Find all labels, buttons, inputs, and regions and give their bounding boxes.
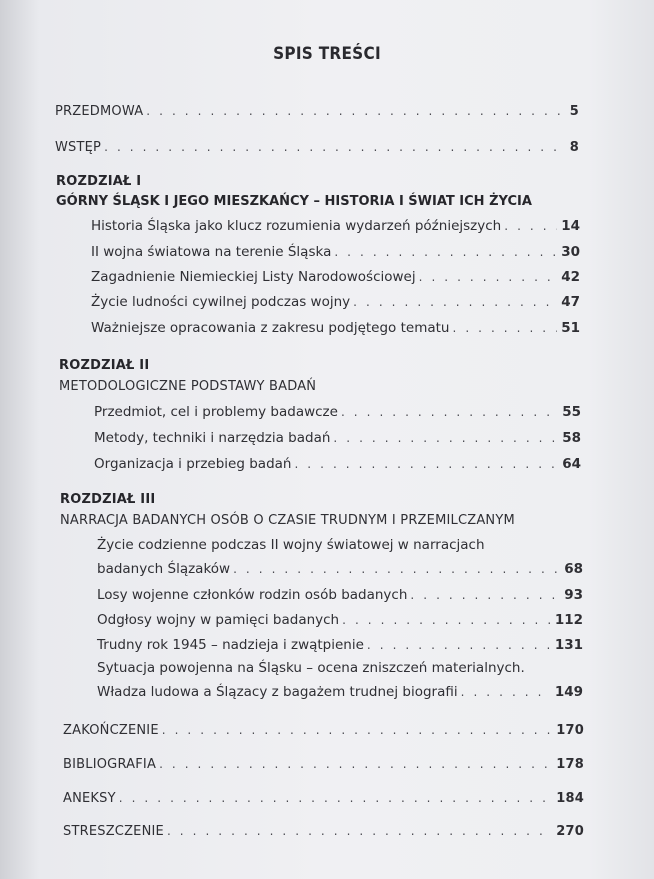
chapter-1-label: ROZDZIAŁ I <box>56 174 142 189</box>
chapter-2-title: METODOLOGICZNE PODSTAWY BADAŃ <box>59 379 317 394</box>
entry-title: ZAKOŃCZENIE <box>63 723 159 738</box>
toc-entry-appendices <box>63 788 584 808</box>
toc-entry <box>94 402 581 422</box>
page-number: 112 <box>554 612 583 628</box>
entry-title: Życie ludności cywilnej podczas wojny <box>91 294 351 310</box>
toc-entry-conclusion <box>63 720 584 740</box>
leader-dots <box>367 635 551 655</box>
leader-dots <box>104 137 566 157</box>
chapter-3-title: NARRACJA BADANYCH OSÓB O CZASIE TRUDNYM I PRZEMILCZANYM <box>60 513 515 528</box>
leader-dots <box>167 821 552 841</box>
entry-title: Zagadnienie Niemieckiej Listy Narodowościowej <box>91 269 416 285</box>
toc-entry <box>91 267 580 287</box>
leader-dots <box>162 720 553 740</box>
page-number: 170 <box>556 723 584 738</box>
toc-entry-bibliography <box>63 754 584 774</box>
entry-title: Metody, techniki i narzędzia badań <box>94 430 331 446</box>
leader-dots <box>452 318 557 338</box>
toc-entry <box>97 682 583 702</box>
entry-title: STRESZCZENIE <box>63 824 164 839</box>
toc-entry-summary <box>63 821 584 841</box>
page-number: 178 <box>556 757 584 772</box>
leader-dots <box>504 216 557 236</box>
entry-title: Odgłosy wojny w pamięci badanych <box>97 612 340 628</box>
page-number: 55 <box>562 404 581 420</box>
toc-entry <box>97 635 583 655</box>
leader-dots <box>333 428 558 448</box>
page-number: 47 <box>561 294 580 310</box>
entry-title: Ważniejsze opracowania z zakresu podjętego tematu <box>91 320 450 336</box>
entry-title: badanych Ślązaków <box>97 561 231 577</box>
toc-entry <box>91 242 580 262</box>
leader-dots <box>146 101 565 121</box>
toc-entry <box>91 216 580 236</box>
leader-dots <box>159 754 552 774</box>
entry-title: II wojna światowa na terenie Śląska <box>91 244 332 260</box>
leader-dots <box>119 788 553 808</box>
leader-dots <box>334 242 557 262</box>
chapter-3-label: ROZDZIAŁ III <box>60 492 156 507</box>
leader-dots <box>461 682 551 702</box>
leader-dots <box>353 292 557 312</box>
page-number: 68 <box>564 561 583 577</box>
entry-title: Trudny rok 1945 – nadzieja i zwątpienie <box>97 637 364 653</box>
entry-title: PRZEDMOWA <box>55 104 144 119</box>
leader-dots <box>294 454 558 474</box>
toc-entry <box>97 610 583 630</box>
entry-title: BIBLIOGRAFIA <box>63 757 157 772</box>
page-number: 270 <box>556 824 584 839</box>
leader-dots <box>341 402 558 422</box>
leader-dots <box>419 267 558 287</box>
entry-title: Losy wojenne członków rodzin osób badanych <box>97 587 408 603</box>
page-number: 5 <box>569 104 579 119</box>
toc-entry <box>94 428 581 448</box>
page-number: 51 <box>561 320 580 336</box>
page-number: 149 <box>554 684 583 700</box>
entry-title-line1: Życie codzienne podczas II wojny światowej w narracjach <box>97 537 485 553</box>
entry-title: ANEKSY <box>63 791 116 806</box>
page-number: 93 <box>564 587 583 603</box>
page-number: 184 <box>556 791 584 806</box>
leader-dots <box>342 610 551 630</box>
leader-dots <box>233 559 560 579</box>
leader-dots <box>410 585 560 605</box>
entry-title: WSTĘP <box>55 140 102 155</box>
page-number: 8 <box>569 140 579 155</box>
chapter-1-title: GÓRNY ŚLĄSK I JEGO MIESZKAŃCY – HISTORIA I ŚWIAT ICH ŻYCIA <box>56 194 532 209</box>
toc-entry <box>94 454 581 474</box>
toc-entry <box>91 318 580 338</box>
entry-title: Historia Śląska jako klucz rozumienia wydarzeń późniejszych <box>91 218 502 234</box>
page-number: 58 <box>562 430 581 446</box>
entry-title: Przedmiot, cel i problemy badawcze <box>94 404 338 420</box>
entry-title-line1: Sytuacja powojenna na Śląsku – ocena zniszczeń materialnych. <box>97 660 525 676</box>
chapter-2-label: ROZDZIAŁ II <box>59 358 150 373</box>
page-number: 30 <box>561 244 580 260</box>
page-title: SPIS TREŚCI <box>273 44 381 64</box>
page-number: 64 <box>562 456 581 472</box>
toc-entry-introduction <box>55 137 579 157</box>
page-number: 131 <box>554 637 583 653</box>
entry-title: Władza ludowa a Ślązacy z bagażem trudnej biografii <box>97 684 458 700</box>
page-number: 14 <box>561 218 580 234</box>
toc-entry <box>97 585 583 605</box>
entry-title: Organizacja i przebieg badań <box>94 456 292 472</box>
toc-entry <box>91 292 580 312</box>
toc-entry <box>97 559 583 579</box>
page-number: 42 <box>561 269 580 285</box>
toc-entry-preface <box>55 101 579 121</box>
